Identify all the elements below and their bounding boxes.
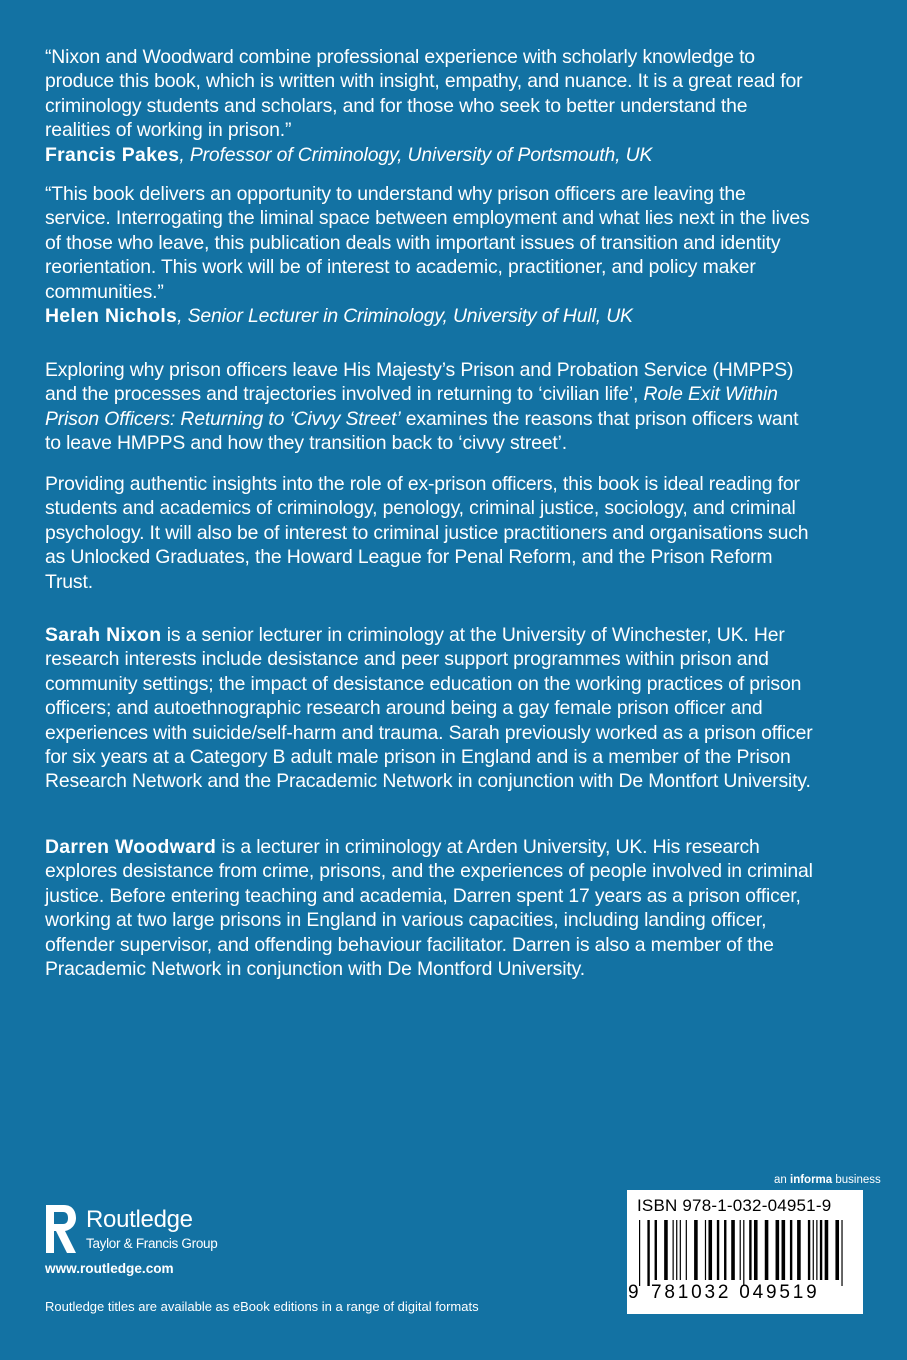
quote-attribution — [45, 304, 815, 328]
isbn-label: ISBN 978-1-032-04951-9 — [637, 1196, 832, 1215]
barcode-bar — [731, 1220, 735, 1280]
barcode-bar — [790, 1220, 792, 1280]
description-paragraph-2: Providing authentic insights into the role of ex-prison officers, this book is ideal reading for students and academics of criminology, penology, criminal justice, sociology, and criminal psychology. It will also be of interest to criminal justice practitioners and organisations such as Unlocked Graduates, the Howard League for Penal Reform, and the Prison Reform Trust. — [45, 473, 809, 593]
barcode-bar — [797, 1220, 801, 1280]
publisher-group: Taylor & Francis Group — [86, 1236, 218, 1251]
barcode-bar — [717, 1220, 719, 1280]
barcode-bar — [835, 1220, 839, 1280]
barcode-bar — [841, 1220, 842, 1286]
barcode-bar — [708, 1220, 712, 1280]
barcode-bar — [705, 1220, 706, 1280]
barcode-bar — [673, 1220, 674, 1280]
barcode-bar — [813, 1220, 814, 1280]
quote-text: “This book delivers an opportunity to understand why prison officers are leaving the service. Interrogating the liminal space between employment and what lies next in the lives of those who leave, this publication deals with important issues of transition and identity reorientation. This work will be of interest to academic, practitioner, and policy maker communities.” — [45, 183, 810, 303]
barcode-bar — [740, 1220, 741, 1280]
isbn-barcode — [627, 1190, 863, 1314]
quote-affiliation: , Senior Lecturer in Criminology, University of Hull, UK — [177, 305, 633, 328]
barcode-bar — [686, 1220, 687, 1280]
barcode-bar — [825, 1220, 829, 1280]
barcode-bar — [664, 1220, 668, 1280]
barcode-bar — [655, 1220, 657, 1280]
quote-affiliation: , Professor of Criminology, University of Portsmouth, UK — [179, 143, 653, 166]
barcode-bars — [639, 1220, 851, 1286]
author-bio-1: Sarah Nixon is a senior lecturer in criminology at the University of Winchester, UK. Her research interests include desistance and peer support programmes within prison and community settings; the impact of desistance education on the working practices of prison officers; and autoethnographic research around being a gay female prison officer and experiences with suicide/self-harm and trauma. Sarah previously worked as a prison officer for six years at a Category B adult male prison in England and is a member of the Prison Research Network and the Pracademic Network in conjunction with De Montfort University. — [45, 624, 813, 793]
barcode-bar — [782, 1220, 786, 1280]
barcode-bar — [776, 1220, 780, 1280]
publisher-website[interactable]: www.routledge.com — [45, 1261, 174, 1276]
ebook-note: Routledge titles are available as eBook editions in a range of digital formats — [45, 1299, 479, 1314]
barcode-bar — [647, 1220, 649, 1286]
quote-attribution — [45, 143, 815, 167]
barcode-bar — [820, 1220, 822, 1280]
review-quote-2 — [45, 182, 815, 328]
barcode-bar — [743, 1220, 744, 1286]
quote-author: Francis Pakes — [45, 143, 180, 166]
routledge-r-logo-icon — [44, 1203, 78, 1255]
informa-tagline: an informa business — [774, 1174, 881, 1186]
barcode-bar — [639, 1220, 640, 1286]
barcode-bar — [765, 1220, 769, 1280]
book-title: Role Exit Within Prison Officers: Returning to ‘Civvy Street’ — [45, 383, 778, 430]
barcode-bar — [816, 1220, 817, 1280]
quote-author: Helen Nichols — [45, 305, 178, 328]
barcode-bar — [749, 1220, 751, 1280]
barcode-bar — [754, 1220, 758, 1280]
publisher-logo — [44, 1203, 304, 1263]
review-quote-1 — [45, 45, 815, 167]
author-bio-2: Darren Woodward is a lecturer in criminology at Arden University, UK. His research explores desistance from crime, prisons, and the experiences of people involved in criminal justice. Before entering teaching and academia, Darren spent 17 years as a prison officer, working at two large prisons in England in various capacities, including landing officer, offender supervisor, and offending behaviour facilitator. Darren is also a member of the Pracademic Network in conjunction with De Montford University. — [45, 836, 813, 981]
barcode-bar — [680, 1220, 681, 1280]
quote-text: “Nixon and Woodward combine professional experience with scholarly knowledge to produce this book, which is written with insight, empathy, and nuance. It is a great read for criminology students and scholars, and for those who seek to better understand the realities of working in prison.” — [45, 46, 803, 142]
author-name: Sarah Nixon — [45, 624, 162, 646]
barcode-bar — [694, 1220, 698, 1280]
ean-lead-digit: 9 — [628, 1282, 639, 1303]
barcode-bar — [808, 1220, 810, 1280]
barcode-bar — [676, 1220, 677, 1280]
description-paragraph-1: Exploring why prison officers leave His Majesty’s Prison and Probation Service (HMPPS) and the processes and trajectories involved in returning to ‘civilian life’, Role Exit Within Prison Officers: Returning to ‘Civvy Street’ examines the reasons that prison officers want to leave HMPPS and how they transition back to ‘civvy street’. — [45, 359, 799, 455]
barcode-bar — [724, 1220, 726, 1280]
author-name: Darren Woodward — [45, 836, 217, 858]
ean-digits: 781032 049519 — [651, 1282, 820, 1303]
publisher-name: Routledge — [86, 1206, 193, 1233]
